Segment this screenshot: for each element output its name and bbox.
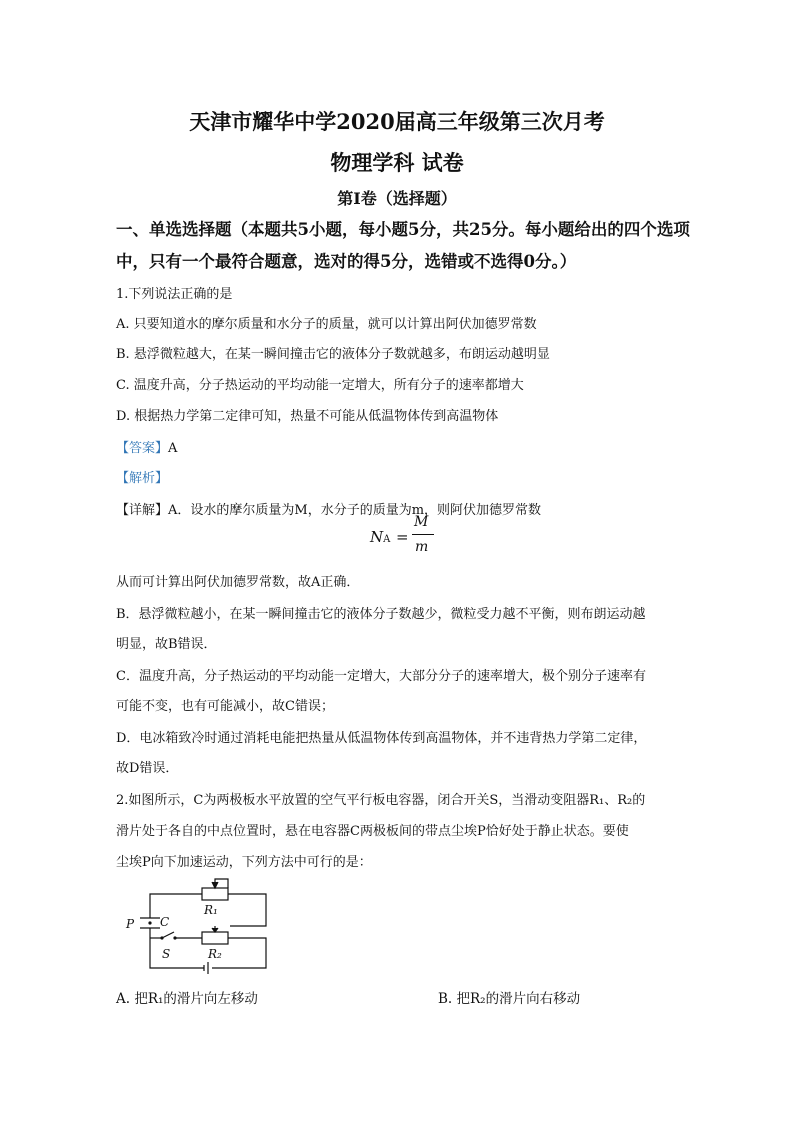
q1-option-d: D. 根据热力学第二定律可知，热量不可能从低温物体传到高温物体 bbox=[116, 409, 499, 424]
formula-denominator: m bbox=[415, 539, 429, 555]
fraction-bar bbox=[412, 534, 434, 535]
label-s: S bbox=[162, 947, 171, 961]
label-r1: R₁ bbox=[204, 903, 218, 917]
label-c: C bbox=[160, 915, 170, 929]
section-heading: 第Ⅰ卷（选择题） bbox=[337, 189, 457, 208]
q1-detail-line-2: 从而可计算出阿伏加德罗常数，故A正确． bbox=[116, 575, 360, 590]
formula-lhs: NA bbox=[370, 528, 391, 546]
q1-detail-line-6: 可能不变，也有可能减小，故C错误； bbox=[116, 699, 334, 714]
q1-option-c: C. 温度升高，分子热运动的平均动能一定增大，所有分子的速率都增大 bbox=[116, 378, 524, 393]
dust-particle bbox=[148, 921, 151, 924]
resistor-r2 bbox=[202, 932, 228, 944]
q2-stem-line-3: 尘埃P向下加速运动，下列方法中可行的是： bbox=[116, 855, 372, 870]
label-r2: R₂ bbox=[208, 947, 222, 961]
q1-detail-line-4: 明显，故B错误． bbox=[116, 637, 217, 652]
formula-numerator: M bbox=[414, 514, 429, 530]
label-p: P bbox=[126, 917, 135, 931]
detail-prefix: 【详解】 bbox=[116, 503, 169, 518]
q1-detail-line-7: D．电冰箱致冷时通过消耗电能把热量从低温物体传到高温物体，并不违背热力学第二定律， bbox=[116, 731, 647, 746]
exam-subtitle: 物理学科 试卷 bbox=[330, 150, 464, 175]
answer-value: A bbox=[168, 441, 178, 456]
circuit-diagram bbox=[120, 876, 280, 976]
q1-stem: 1.下列说法正确的是 bbox=[116, 287, 233, 302]
q1-detail-line-8: 故D错误． bbox=[116, 761, 179, 776]
q1-option-a: A. 只要知道水的摩尔质量和水分子的质量，就可以计算出阿伏加德罗常数 bbox=[116, 317, 537, 332]
detail-text: A．设水的摩尔质量为M，水分子的质量为m，则阿伏加德罗常数 bbox=[168, 503, 542, 518]
instructions-line-2: 中，只有一个最符合题意，选对的得5分，选错或不选得0分。） bbox=[116, 252, 577, 271]
avogadro-formula bbox=[370, 496, 440, 566]
q1-option-b: B. 悬浮微粒越大，在某一瞬间撞击它的液体分子数就越多，布朗运动越明显 bbox=[116, 347, 550, 362]
q1-detail-line-3: B．悬浮微粒越小，在某一瞬间撞击它的液体分子数越少，微粒受力越不平衡，则布朗运动越 bbox=[116, 607, 646, 622]
answer-label: 【答案】 bbox=[116, 441, 169, 456]
q1-detail-line-5: C．温度升高，分子热运动的平均动能一定增大，大部分分子的速率增大，极个别分子速率有 bbox=[116, 669, 646, 684]
formula-equals: = bbox=[396, 528, 409, 546]
q2-option-a: A. 把R₁的滑片向左移动 bbox=[116, 991, 258, 1007]
q1-answer bbox=[116, 437, 177, 456]
analysis-label: 【解析】 bbox=[116, 471, 169, 486]
instructions-line-1: 一、单选选择题（本题共5小题，每小题5分，共25分。每小题给出的四个选项 bbox=[116, 220, 690, 239]
q2-stem-line-2: 滑片处于各自的中点位置时，悬在电容器C两极板间的带点尘埃P恰好处于静止状态。要使 bbox=[116, 824, 629, 839]
q1-detail-line-1 bbox=[116, 499, 541, 518]
q2-option-b: B. 把R₂的滑片向右移动 bbox=[438, 991, 581, 1007]
resistor-r1 bbox=[202, 888, 228, 900]
q2-stem-line-1: 2.如图所示，C为两极板水平放置的空气平行板电容器，闭合开关S，当滑动变阻器R₁、R₂的 bbox=[116, 793, 646, 808]
exam-title: 天津市耀华中学2020届高三年级第三次月考 bbox=[189, 109, 605, 134]
switch-blade bbox=[162, 932, 174, 938]
